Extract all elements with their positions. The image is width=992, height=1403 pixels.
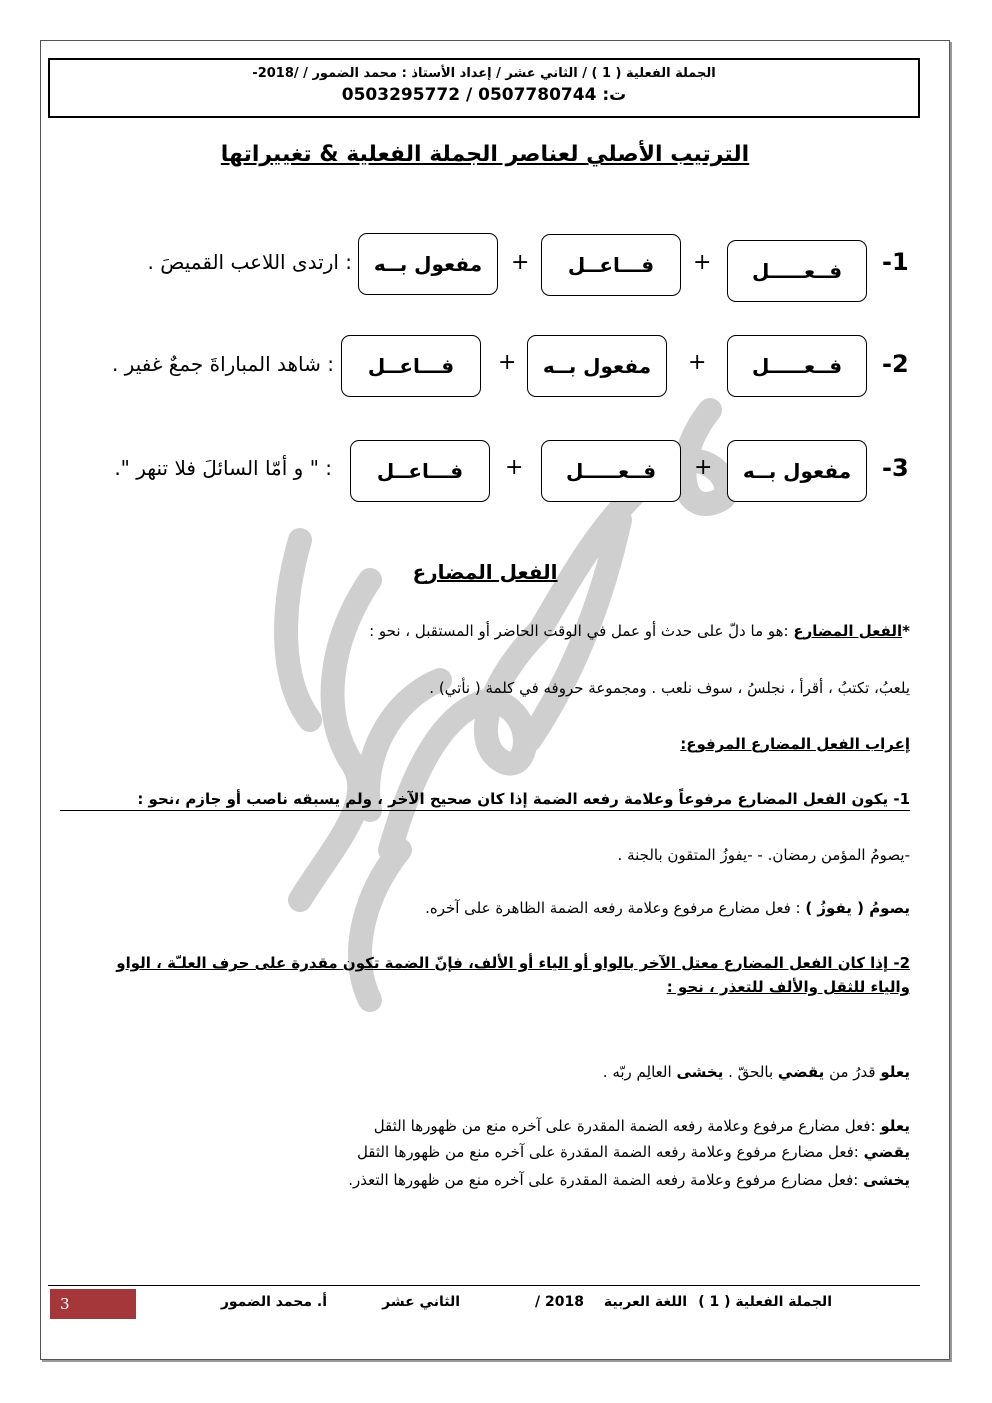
plus-sign: + xyxy=(688,350,707,375)
subject-box: فـــاعــل xyxy=(350,440,490,502)
example-word: يقضي xyxy=(777,1063,825,1081)
footer-year: 2018 / xyxy=(535,1294,584,1310)
object-box: مفعول بــه xyxy=(527,335,667,397)
header-title: الجملة الفعلية ( 1 ) / الثاني عشر / إعداد الأستاذ : محمد الضمور / /2018- xyxy=(252,66,716,81)
footer-grade: الثاني عشر xyxy=(382,1294,460,1310)
row-number: -2 xyxy=(882,350,909,378)
footer-lesson: الجملة الفعلية ( 1 ) xyxy=(698,1294,832,1310)
example-text: قدرُ من xyxy=(824,1063,881,1081)
plus-sign: + xyxy=(511,250,530,275)
verb-box: فــعـــــل xyxy=(727,240,867,302)
verb-box: فــعـــــل xyxy=(541,440,681,502)
example-sentence: : ارتدى اللاعب القميصَ . xyxy=(147,250,352,274)
rule-1-irab xyxy=(425,899,910,917)
example-word: يخشى xyxy=(676,1063,724,1081)
plus-sign: + xyxy=(694,455,713,480)
rule-2-examples xyxy=(603,1063,910,1081)
irab-text: :فعل مضارع مرفوع وعلامة رفعه الضمة المقدرة على آخره منع من ظهورها التعذر. xyxy=(348,1171,864,1189)
rule-2-line-2: والياء للثقل والألف للتعذر ، نحو : xyxy=(666,978,910,996)
irab-line xyxy=(374,1117,910,1135)
section-title: الفعل المضارع xyxy=(412,560,558,584)
irab-word: يقضي xyxy=(863,1143,910,1161)
header-phones: ت: 0507780744 / 0503295772 xyxy=(341,85,627,105)
irab-word: يخشى xyxy=(863,1171,910,1189)
verb-box: فــعـــــل xyxy=(727,335,867,397)
example-text: العالِم ربّه . xyxy=(602,1063,677,1081)
definition-term: الفعل المضارع xyxy=(793,622,903,640)
rule-1-irab-text: : فعل مضارع مرفوع وعلامة رفعه الضمة الظاهرة على آخره. xyxy=(425,899,806,917)
plus-sign: + xyxy=(693,250,712,275)
irab-text: :فعل مضارع مرفوع وعلامة رفعه الضمة المقدرة على آخره منع من ظهورها الثقل xyxy=(373,1117,881,1135)
subject-box: فـــاعــل xyxy=(341,335,481,397)
footer-subject: اللغة العربية xyxy=(603,1294,687,1310)
example-sentence: : " و أمّا السائلَ فلا تنهر ". xyxy=(114,456,332,480)
irab-word: يعلو xyxy=(880,1117,910,1135)
main-title: الترتيب الأصلي لعناصر الجملة الفعلية & تغييراتها xyxy=(220,142,750,167)
rule-1-examples: -يصومُ المؤمن رمضان. - -يفوزُ المتقون بالجنة . xyxy=(617,846,910,864)
rule-2-line-1: 2- إذا كان الفعل المضارع معتل الآخر بالواو أو الياء أو الألف، فإنّ الضمة تكون مقدرة على حرف العلـّة ، الواو xyxy=(116,954,910,972)
example-word: يعلو xyxy=(880,1063,910,1081)
definition-text: :هو ما دلّ على حدث أو عمل في الوقت الحاضر أو المستقبل ، نحو : xyxy=(369,622,794,640)
irab-line xyxy=(357,1143,910,1161)
plus-sign: + xyxy=(498,350,517,375)
rule-1-irab-words: يصومُ ( يفوزُ ) xyxy=(805,899,910,917)
example-sentence: : شاهد المباراةَ جمعٌ غفير . xyxy=(111,352,334,376)
object-box: مفعول بــه xyxy=(358,233,498,295)
plus-sign: + xyxy=(505,455,524,480)
header-box xyxy=(48,58,920,118)
definition xyxy=(369,622,910,640)
irab-heading: إعراب الفعل المضارع المرفوع: xyxy=(680,735,910,753)
object-box: مفعول بــه xyxy=(727,440,867,502)
irab-text: :فعل مضارع مرفوع وعلامة رفعه الضمة المقدرة على آخره منع من ظهورها الثقل xyxy=(356,1143,864,1161)
subject-box: فـــاعــل xyxy=(541,234,681,296)
irab-line xyxy=(348,1171,910,1189)
footer-author: أ. محمد الضمور xyxy=(220,1294,327,1310)
footer-divider xyxy=(48,1285,920,1286)
example-text: بالحقّ . xyxy=(723,1063,778,1081)
examples-line: يلعبُ، تكتبُ ، أقرأ ، نجلسُ ، سوف نلعب . ومجموعة حروفه في كلمة ( نأتي) . xyxy=(429,679,910,697)
rule-1: 1- يكون الفعل المضارع مرفوعاً وعلامة رفعه الضمة إذا كان صحيح الآخر ، ولم يسبقه ناصب أو جازم ،نحو : xyxy=(60,790,910,811)
row-number: -1 xyxy=(882,248,909,276)
row-number: -3 xyxy=(882,454,909,482)
definition-star: * xyxy=(902,622,910,640)
page-number: 3 xyxy=(50,1289,136,1319)
